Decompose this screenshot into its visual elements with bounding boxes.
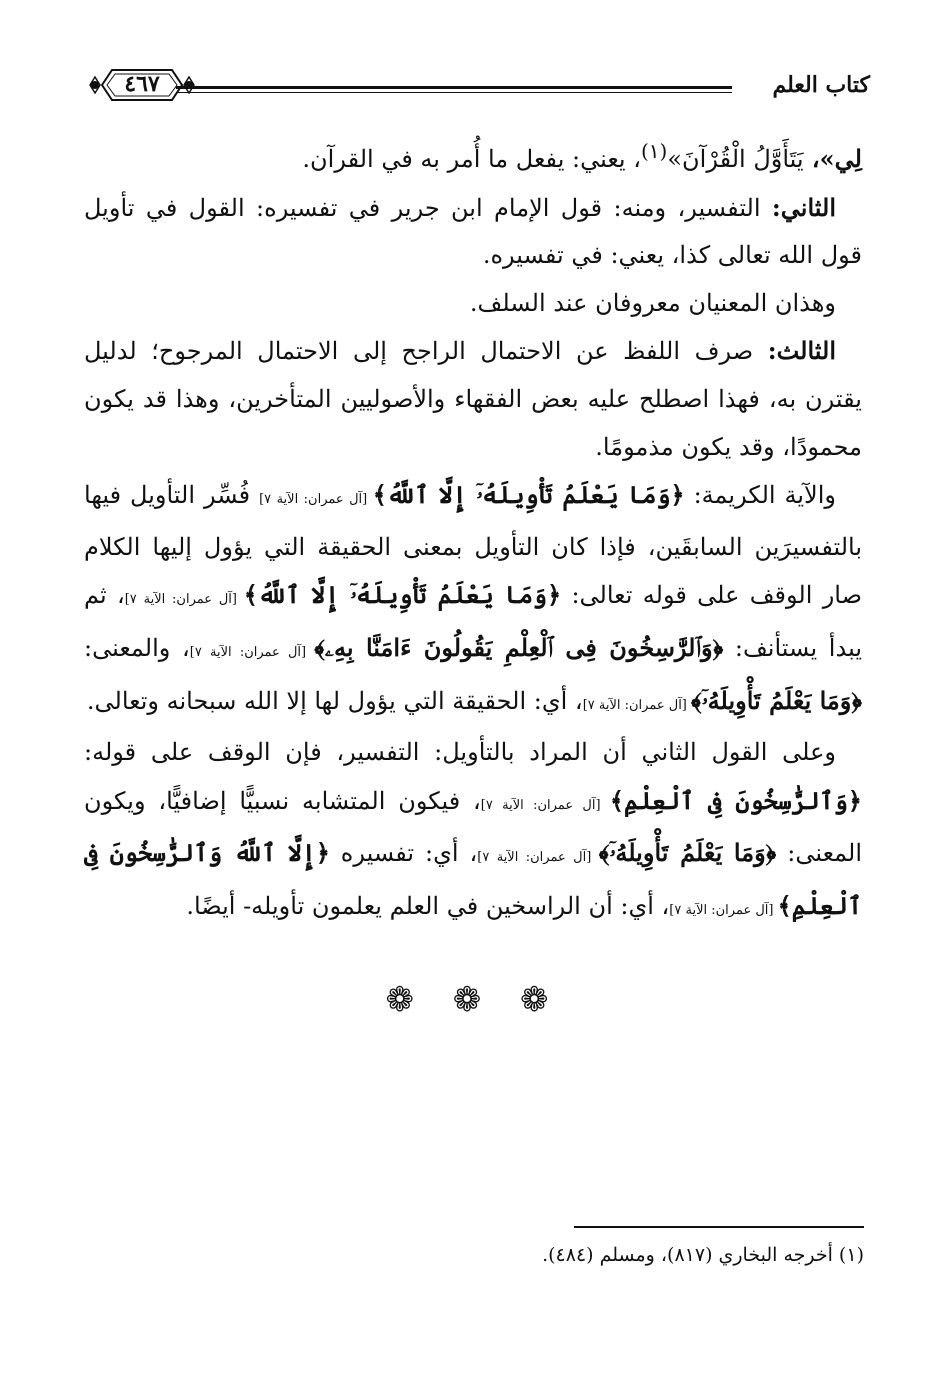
paragraph-p6 (84, 729, 862, 934)
paragraph-p5 (84, 471, 862, 729)
text-run: وعلى القول الثاني أن المراد بالتأويل: التفسير، فإن الوقف على قوله: (84, 738, 836, 767)
quran-verse: ﴿وَمَا يَعْلَمُ تَأْوِيلَهُۥٓ﴾ (598, 838, 777, 868)
verse-reference: [آل عمران: الآية ٧] (582, 697, 692, 713)
quran-verse: ﴿وَمَا يَعْلَمُ تَأْوِيلَهُۥٓ﴾ (691, 685, 862, 715)
page-number: ٤٦٧ (124, 71, 160, 97)
text-run: يَتَأَوَّلُ الْقُرْآنَ» (667, 145, 804, 173)
page-number-ornament (88, 62, 196, 108)
quran-verse: ﴿وَمَا يَعْلَمُ تَأْوِيلَهُۥٓ إِلَّا ٱللَّهُ﴾ (243, 580, 562, 610)
paragraph-p3 (84, 280, 862, 328)
quran-verse: ﴿وَٱلرَّٰسِخُونَ فِى ٱلْعِلْمِ يَقُولُونَ ءَامَنَّا بِهِۦ﴾ (314, 632, 724, 662)
verse-reference: [آل عمران: الآية ٧] (477, 850, 599, 866)
text-run: والآية الكريمة: (684, 481, 836, 510)
paragraph-p1 (84, 128, 862, 184)
section-label: الثاني: (771, 192, 836, 222)
section-label: الثالث: (767, 336, 836, 366)
section-separator: ❁ ❁ ❁ (385, 980, 563, 1020)
text-run: ، ثم يبدأ يستأنف: (84, 581, 862, 662)
text-run: ، فيكون المتشابه نسبيًّا إضافيًّا، ويكون المعنى: (84, 786, 862, 868)
book-title: كتاب العلم (772, 72, 870, 98)
text-run: ، أي: تفسيره (329, 839, 478, 868)
footnote: (١) أخرجه البخاري (٨١٧)، ومسلم (٤٨٤). (542, 1244, 864, 1266)
verse-reference: [آل عمران: الآية ٧] (124, 592, 244, 608)
text-run: ، يعني: يفعل ما أُمر به في القرآن. (302, 145, 641, 173)
text-run: ، أي: الحقيقة التي يؤول لها إلا الله سبحانه وتعالى. (86, 686, 583, 715)
text-run: صرف اللفظ عن الاحتمال الراجح إلى الاحتمال المرجوح؛ لدليل يقترن به، فهذا اصطلح عليه بعض الفقهاء والأصوليين المتأخرين، وهذا قد يكون محمودًا، وقد يكون مذمومًا. (84, 337, 862, 461)
quran-verse: ﴿وَٱلرَّٰسِخُونَ فِى ٱلْعِلْمِ﴾ (609, 785, 862, 815)
paragraph-p2 (84, 184, 862, 280)
paragraph-p4 (84, 327, 862, 471)
main-text (84, 128, 862, 935)
text-run: ، والمعنى: (84, 633, 190, 662)
footnote-marker: (١) (640, 139, 668, 163)
quran-verse: ﴿وَمَا يَعْلَمُ تَأْوِيلَهُۥٓ إِلَّا ٱللَّهُ﴾ (372, 480, 685, 510)
page-header (88, 58, 870, 118)
verse-reference: [آل عمران: الآية ٧] (259, 492, 373, 508)
footnote-rule (574, 1226, 864, 1228)
text-run: التفسير، ومنه: قول الإمام ابن جرير في تفسيره: القول في تأويل قول الله تعالى كذا، يعني: في تفسيره. (84, 193, 862, 270)
text-run: فُسِّر التأويل فيها بالتفسيرَين السابقَين، فإذا كان التأويل بمعنى الحقيقة التي يؤول إليها الكلام صار الوقف على قوله تعالى: (84, 481, 863, 610)
text-run: ، أي: أن الراسخين في العلم يعلمون تأويله- أيضًا. (186, 891, 670, 920)
header-rule (176, 86, 732, 93)
verse-reference: [آل عمران: الآية ٧] (480, 797, 610, 813)
quran-verse: ﴿إِلَّا ٱللَّهُ وَٱلرَّٰسِخُونَ فِى ٱلْعِلْمِ﴾ (84, 838, 862, 920)
quran-verse: لِي»، (803, 144, 862, 173)
text-run: وهذان المعنيان معروفان عند السلف. (469, 288, 836, 317)
verse-reference: [آل عمران: الآية ٧] (669, 902, 778, 918)
verse-reference: [آل عمران: الآية ٧] (189, 644, 315, 660)
